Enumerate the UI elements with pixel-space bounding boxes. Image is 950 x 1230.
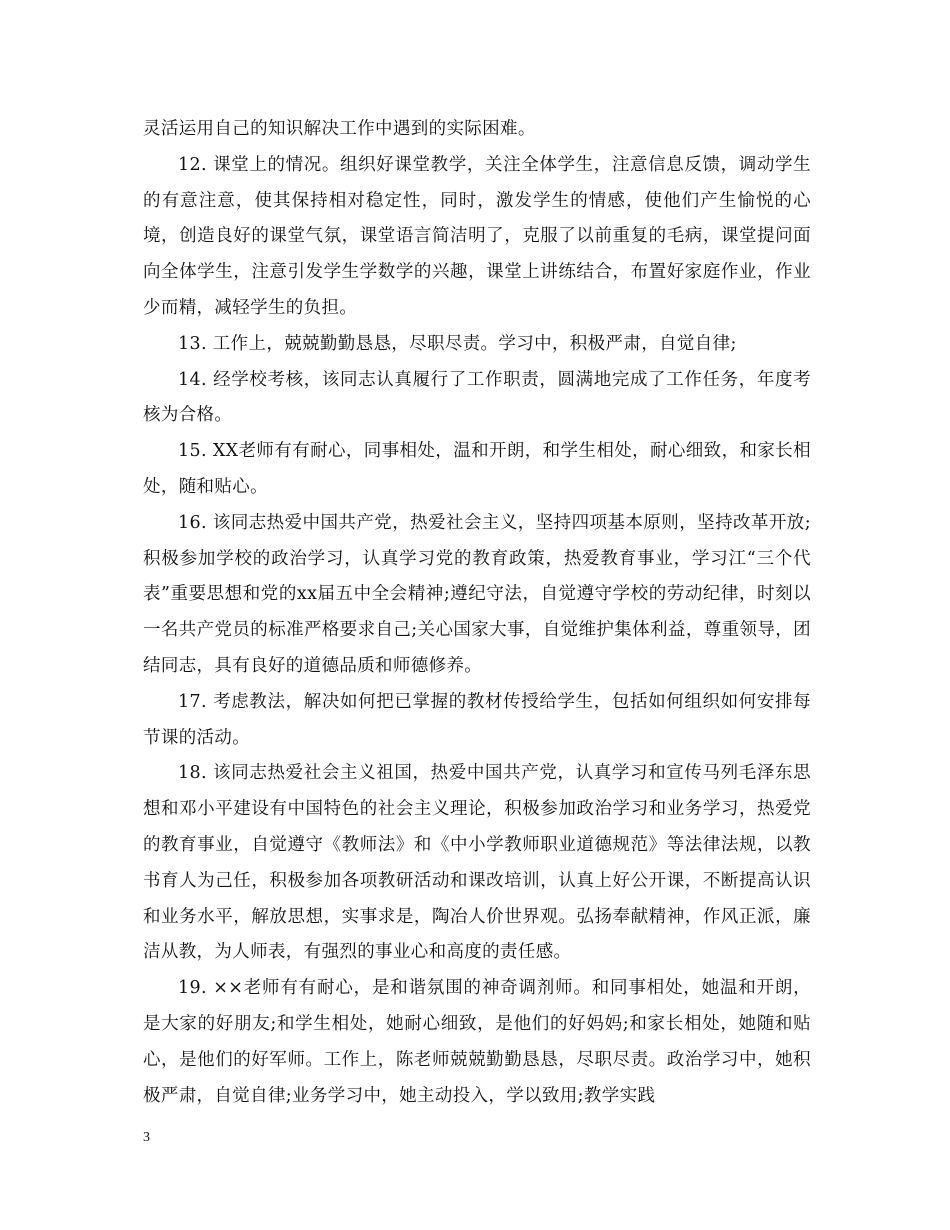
- paragraph-item-17: 17. 考虑教法，解决如何把已掌握的教材传授给学生，包括如何组织如何安排每节课的活动。: [143, 691, 811, 748]
- paragraph-item-15: 15. XX老师有有耐心，同事相处，温和开朗，和学生相处，耐心细致，和家长相处，随和贴心。: [143, 441, 811, 497]
- paragraph-item-16: 16. 该同志热爱中国共产党，热爱社会主义，坚持四项基本原则，坚持改革开放;积极参加学校的政治学习，认真学习党的教育政策，热爱教育事业，学习江“三个代表”重要思想和党的xx届五中全会精神;遵纪守法，自觉遵守学校的劳动纪律，时刻以一名共产党员的标准严格要求自己;关心国家大事，自觉维护集体利益，尊重领导，团结同志，具有良好的道德品质和师德修养。: [143, 512, 811, 676]
- page-number: 3: [143, 1130, 150, 1145]
- document-body: [143, 112, 811, 1114]
- paragraph-item-19: 19. ××老师有有耐心，是和谐氛围的神奇调剂师。和同事相处，她温和开朗，是大家的好朋友;和学生相处，她耐心细致，是他们的好妈妈;和家长相处，她随和贴心，是他们的好军师。工作上，陈老师兢兢勤勤恳恳，尽职尽责。政治学习中，她积极严肃，自觉自律;业务学习中，她主动投入，学以致用;教学实践: [143, 978, 811, 1106]
- paragraph-continuation: 灵活运用自己的知识解决工作中遇到的实际困难。: [143, 119, 536, 139]
- paragraph-item-18: 18. 该同志热爱社会主义祖国，热爱中国共产党，认真学习和宣传马列毛泽东思想和邓小平建设有中国特色的社会主义理论，积极参加政治学习和业务学习，热爱党的教育事业，自觉遵守《教师法》和《中小学教师职业道德规范》等法律法规，以教书育人为己任，积极参加各项教研活动和课改培训，认真上好公开课，不断提高认识和业务水平，解放思想，实事求是，陶冶人价世界观。弘扬奉献精神，作风正派，廉洁从教，为人师表，有强烈的事业心和高度的责任感。: [143, 763, 811, 963]
- paragraph-item-14: 14. 经学校考核，该同志认真履行了工作职责，圆满地完成了工作任务，年度考核为合格。: [143, 369, 811, 426]
- paragraph-item-13: 13. 工作上，兢兢勤勤恳恳，尽职尽责。学习中，积极严肃，自觉自律;: [178, 333, 737, 354]
- paragraph-item-12: 12. 课堂上的情况。组织好课堂教学，关注全体学生，注意信息反馈，调动学生的有意注意，使其保持相对稳定性，同时，激发学生的情感，使他们产生愉悦的心境，创造良好的课堂气氛，课堂语言简洁明了，克服了以前重复的毛病，课堂提问面向全体学生，注意引发学生学数学的兴趣，课堂上讲练结合，布置好家庭作业，作业少而精，减轻学生的负担。: [143, 154, 811, 318]
